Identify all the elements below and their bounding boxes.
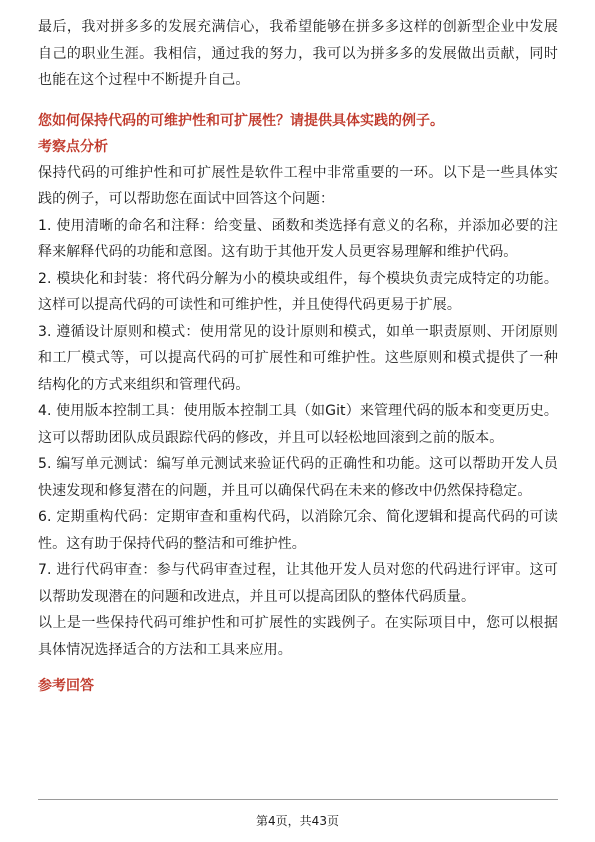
- list-item: 7. 进行代码审查：参与代码审查过程，让其他开发人员对您的代码进行评审。这可以帮助发现潜在的问题和改进点，并且可以提高团队的整体代码质量。: [38, 562, 558, 605]
- reference-heading: 参考回答: [38, 678, 94, 694]
- list-item: 6. 定期重构代码：定期审查和重构代码，以消除冗余、简化逻辑和提高代码的可读性。这有助于保持代码的整洁和可维护性。: [38, 509, 558, 552]
- list-item: 5. 编写单元测试：编写单元测试来验证代码的正确性和功能。这可以帮助开发人员快速发现和修复潜在的问题，并且可以确保代码在未来的修改中仍然保持稳定。: [38, 456, 558, 499]
- footer-divider: [38, 799, 558, 800]
- question-title: 您如何保持代码的可维护性和可扩展性？请提供具体实践的例子。: [38, 112, 444, 129]
- list-item: 1. 使用清晰的命名和注释：给变量、函数和类选择有意义的名称，并添加必要的注释来解释代码的功能和意图。这有助于其他开发人员更容易理解和维护代码。: [38, 217, 558, 260]
- analysis-conclusion: 以上是一些保持代码可维护性和可扩展性的实践例子。在实际项目中，您可以根据具体情况选择适合的方法和工具来应用。: [38, 615, 558, 658]
- analysis-heading: 考察点分析: [38, 138, 108, 155]
- page-content: [38, 14, 558, 699]
- list-item: 2. 模块化和封装：将代码分解为小的模块或组件，每个模块负责完成特定的功能。这样可以提高代码的可读性和可维护性，并且使得代码更易于扩展。: [38, 270, 558, 313]
- list-item: 4. 使用版本控制工具：使用版本控制工具（如Git）来管理代码的版本和变更历史。这可以帮助团队成员跟踪代码的修改，并且可以轻松地回滚到之前的版本。: [38, 403, 558, 446]
- page-number: 第4页，共43页: [256, 814, 339, 828]
- analysis-lead: 保持代码的可维护性和可扩展性是软件工程中非常重要的一环。以下是一些具体实践的例子，可以帮助您在面试中回答这个问题：: [38, 164, 558, 207]
- list-item: 3. 遵循设计原则和模式：使用常见的设计原则和模式，如单一职责原则、开闭原则和工厂模式等，可以提高代码的可扩展性和可维护性。这些原则和模式提供了一种结构化的方式来组织和管理代码。: [38, 323, 558, 393]
- intro-paragraph: 最后，我对拼多多的发展充满信心，我希望能够在拼多多这样的创新型企业中发展自己的职业生涯。我相信，通过我的努力，我可以为拼多多的发展做出贡献，同时也能在这个过程中不断提升自己。: [38, 19, 558, 88]
